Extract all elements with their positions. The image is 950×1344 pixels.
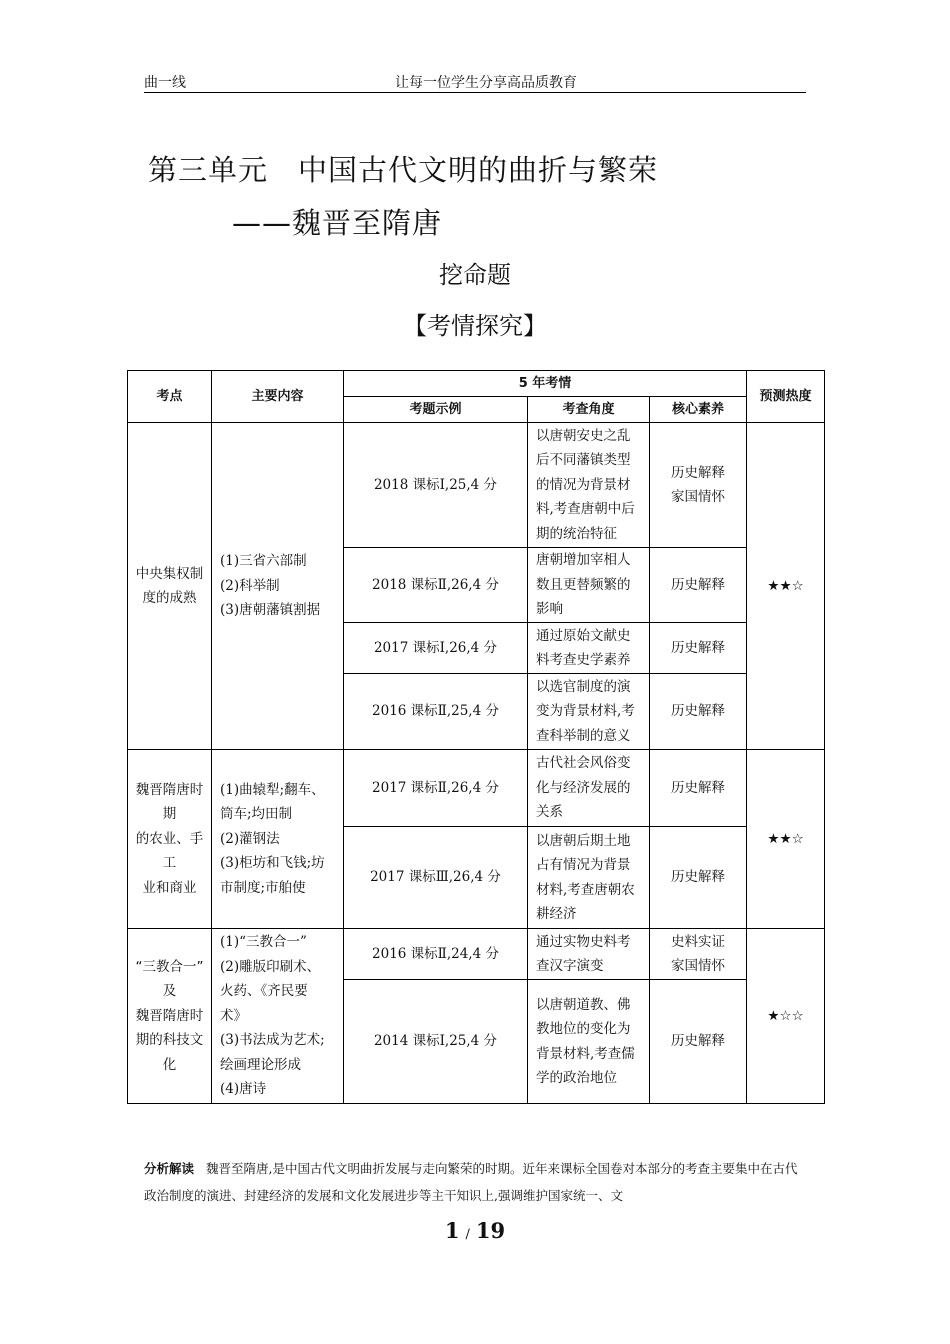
core-literacy-cell: 历史解释 家国情怀 (650, 423, 747, 548)
core-literacy-cell: 史料实证 家国情怀 (650, 929, 747, 980)
header-example: 考题示例 (344, 397, 528, 423)
analysis-label: 分析解读 (144, 1161, 195, 1176)
page-total: 19 (475, 1218, 506, 1243)
core-literacy-cell: 历史解释 (650, 827, 747, 929)
exam-example-cell: 2014 课标Ⅰ,25,4 分 (344, 980, 528, 1104)
header-five-year: 5 年考情 (344, 371, 747, 397)
header-forecast: 预测热度 (747, 371, 825, 423)
exam-example-cell: 2017 课标Ⅲ,26,4 分 (344, 827, 528, 929)
exam-example-cell: 2017 课标Ⅱ,26,4 分 (344, 750, 528, 827)
exam-angle-cell: 以选官制度的演 变为背景材料,考 查科举制的意义 (528, 674, 650, 750)
table-row (128, 750, 825, 827)
core-literacy-cell: 历史解释 (650, 750, 747, 827)
exam-angle-cell: 通过原始文献史 料考查史学素养 (528, 623, 650, 674)
forecast-heat-cell: ★★☆ (747, 750, 825, 929)
forecast-heat-cell: ★★☆ (747, 423, 825, 750)
page-current: 1 (444, 1218, 460, 1243)
exam-example-cell: 2017 课标Ⅰ,26,4 分 (344, 623, 528, 674)
core-literacy-cell: 历史解释 (650, 548, 747, 623)
core-literacy-cell: 历史解释 (650, 623, 747, 674)
unit-subtitle: ——魏晋至隋唐 (232, 206, 443, 240)
analysis-text: 魏晋至隋唐,是中国古代文明曲折发展与走向繁荣的时期。近年来课标全国卷对本部分的考查主要集中在古代政治制度的演进、封建经济的发展和文化发展进步等主干知识上,强调维护国家统一、文 (144, 1161, 798, 1203)
exam-angle-cell: 以唐朝后期土地 占有情况为背景 材料,考查唐朝农 耕经济 (528, 827, 650, 929)
main-content-cell: (1)三省六部制 (2)科举制 (3)唐朝藩镇割据 (212, 423, 344, 750)
exam-example-cell: 2016 课标Ⅱ,24,4 分 (344, 929, 528, 980)
main-content-cell: (1)曲辕犁;翻车、 筒车;均田制 (2)灌钢法 (3)柜坊和飞钱;坊 市制度;市舶使 (212, 750, 344, 929)
exam-point-cell: 魏晋隋唐时 期 的农业、手 工 业和商业 (128, 750, 212, 929)
exam-analysis-table (127, 370, 825, 1104)
exam-angle-cell: 以唐朝安史之乱 后不同藩镇类型 的情况为背景材 料,考查唐朝中后 期的统治特征 (528, 423, 650, 548)
table-row (128, 929, 825, 980)
exam-angle-cell: 以唐朝道教、佛 教地位的变化为 背景材料,考查儒 学的政治地位 (528, 980, 650, 1104)
exam-example-cell: 2018 课标Ⅱ,26,4 分 (344, 548, 528, 623)
core-literacy-cell: 历史解释 (650, 674, 747, 750)
unit-title: 第三单元 中国古代文明的曲折与繁荣 (148, 153, 659, 187)
exam-example-cell: 2016 课标Ⅱ,25,4 分 (344, 674, 528, 750)
header-divider (144, 92, 806, 93)
exam-example-cell: 2018 课标Ⅰ,25,4 分 (344, 423, 528, 548)
page-number (0, 1218, 950, 1243)
exam-angle-cell: 通过实物史料考 查汉字演变 (528, 929, 650, 980)
page-separator: / (465, 1227, 470, 1242)
header-slogan: 让每一位学生分享高品质教育 (395, 75, 577, 91)
core-literacy-cell: 历史解释 (650, 980, 747, 1104)
exam-angle-cell: 古代社会风俗变 化与经济发展的 关系 (528, 750, 650, 827)
main-content-cell: (1)“三教合一” (2)雕版印刷术、 火药、《齐民要 术》 (3)书法成为艺术; 绘画理论形成 (4)唐诗 (212, 929, 344, 1104)
header-literacy: 核心素养 (650, 397, 747, 423)
header-left-text: 曲一线 (144, 75, 186, 91)
exam-point-cell: “三教合一” 及 魏晋隋唐时 期的科技文 化 (128, 929, 212, 1104)
exam-angle-cell: 唐朝增加宰相人 数且更替频繁的 影响 (528, 548, 650, 623)
header-content: 主要内容 (212, 371, 344, 423)
header-point: 考点 (128, 371, 212, 423)
analysis-paragraph (144, 1155, 809, 1209)
section-heading: 挖命题 (439, 261, 511, 289)
forecast-heat-cell: ★☆☆ (747, 929, 825, 1104)
section-subheading: 【考情探究】 (403, 312, 547, 340)
exam-point-cell: 中央集权制 度的成熟 (128, 423, 212, 750)
header-angle: 考查角度 (528, 397, 650, 423)
table-row (128, 423, 825, 548)
